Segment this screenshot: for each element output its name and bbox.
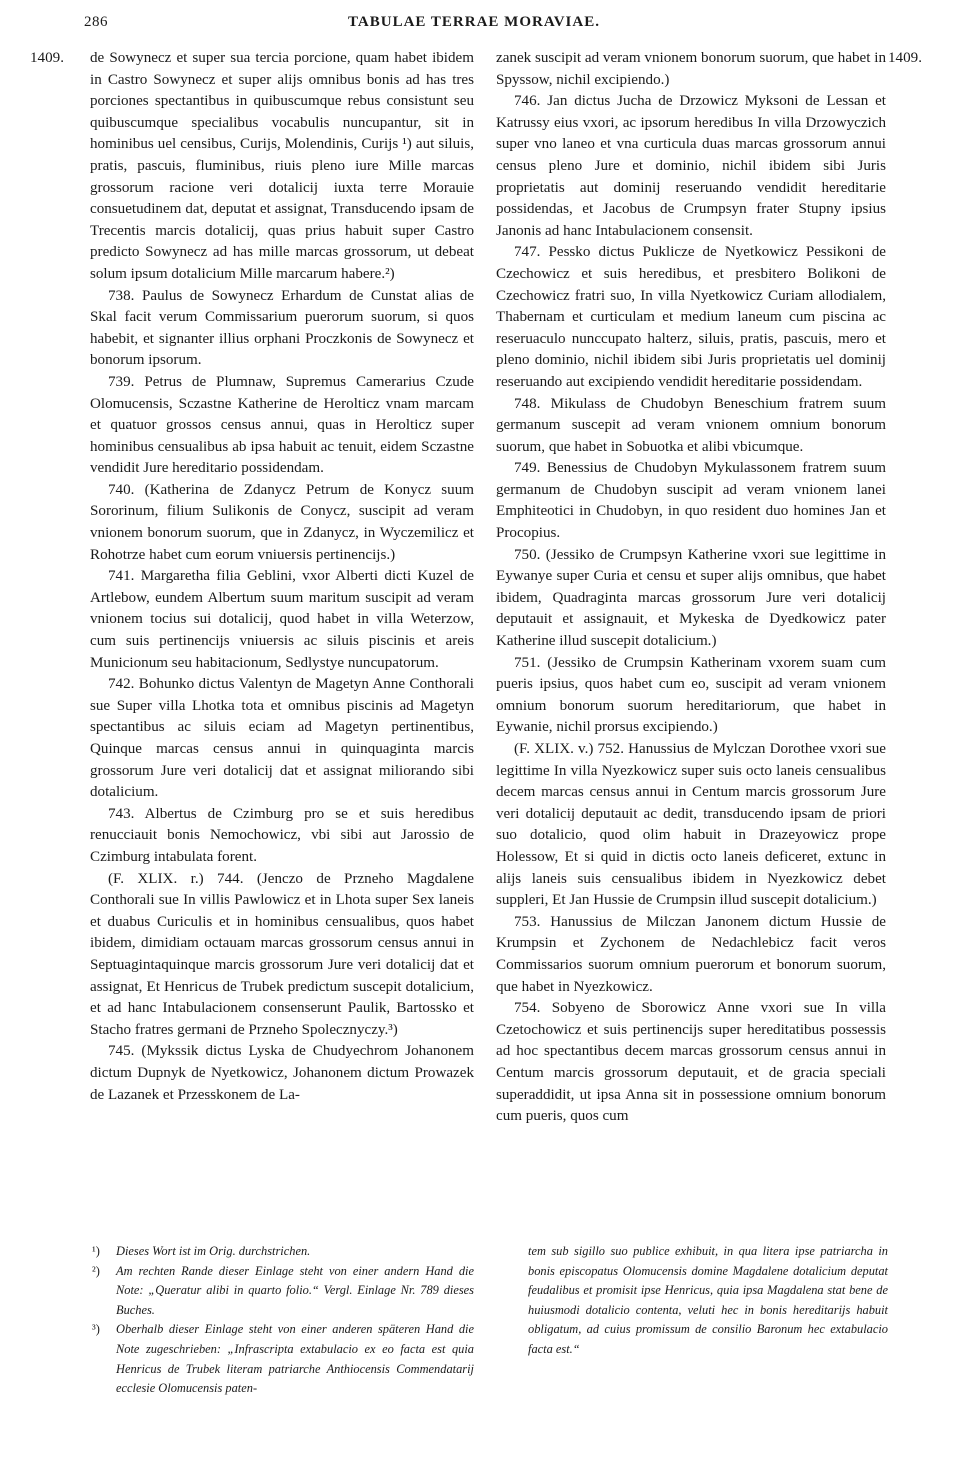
- entry-number: 751.: [514, 654, 541, 671]
- entry-number: 739.: [108, 373, 135, 390]
- entry-number: 749.: [514, 460, 541, 477]
- footnote-text: Am rechten Rande dieser Einlage steht von einer andern Hand die Note: „Queratur alibi in quarto folio.“ Vergl. Einlage Nr. 789 dieses Buches.: [116, 1263, 474, 1317]
- entry-paragraph: [90, 480, 474, 566]
- left-text-column: [90, 48, 474, 1106]
- entry-text: Margaretha filia Geblini, vxor Alberti dicti Kuzel de Artlebow, eundem Albertum suum maritum suscipit ad veram vnionem tocius sui dotalicij, quod habet in villa Weterzow, cum suis pertinencijs vniuersis ac siluis piscinis et areis Municionum seu habitacionum, Sedlystye nuncupatorum.: [90, 568, 474, 671]
- entry-text: Jan dictus Jucha de Drzowicz Myksoni de Lessan et Katrussy eius vxori, ac ipsorum heredibus In villa Drzowyczich super vno laneo et vna curticula duas marcas grossorum annui census pleno Jure et dominio, nichil ibidem sibi Juris proprietatis aut dominij reseruando vendidit hereditarie possidendas, et Jacobus de Crumpsyn frater Stupny ipsius Janonis ad hanc Intabulacionem consensit.: [496, 93, 886, 239]
- entry-text: Mikulass de Chudobyn Beneschium fratrem suum germanum suscepit ad veram vnionem omnium bonorum suorum, que habet in Sobuotka et alibi vbicumque.: [496, 395, 886, 455]
- entry-text: (Jenczo de Przneho Magdalene Conthorali sue In villis Pawlowicz et in Lhota super Sex laneis et duabus Curiculis et in hominibus censualibus, quos habet ibidem, dimidiam octauam marcas grossorum census annui in Septuagintaquinque marcis grossorum Jure veri dotalicij dat et assignat, Et Henricus de Trubek predictum suscepit dotalicium, et ad hanc Intabulacionem consenserunt Paulik, Bartossko et Stacho fratres germani de Przneho Spolecznyczy.³): [90, 870, 474, 1038]
- footnotes-right: [528, 1242, 888, 1360]
- entry-paragraph: [496, 998, 886, 1128]
- entry-paragraph: [496, 242, 886, 393]
- entry-text: zanek suscipit ad veram vnionem bonorum suorum, que habet in Spyssow, nichil excipiendo.): [496, 50, 886, 88]
- entry-number: 738.: [108, 287, 135, 304]
- footnote-mark: ³): [92, 1322, 100, 1337]
- entry-paragraph: [496, 394, 886, 459]
- footnote: [90, 1242, 474, 1262]
- entry-text: Hanussius de Mylczan Dorothee vxori sue legittime In villa Nyezkowicz super suis octo laneis censualibus decem marcas census annui in Centum marcis grossorum Jure veri dotalicij deputauit ac dedit, transducendo ipsam de priori suo dotalicio, quod olim habuit in Drazeyowicz prope Holessow, Et si quid in dictis octo laneis deficeret, extunc in alijs laneis suis censualibus ibidem in Nyezkowicz debet suppleri, Et Jan Hussie de Crumpsin illud suscepit dotalicium.): [496, 741, 886, 909]
- entry-paragraph: [496, 91, 886, 242]
- entry-paragraph: [496, 653, 886, 739]
- entry-number: 745.: [108, 1043, 135, 1060]
- margin-year-left: 1409.: [30, 50, 64, 66]
- entry-number: 746.: [514, 93, 541, 110]
- footnote-mark: ²): [92, 1263, 100, 1278]
- entry-number: 741.: [108, 568, 135, 585]
- entry-number: (F. XLIX. v.) 752.: [514, 741, 624, 757]
- footnotes-left: [90, 1242, 474, 1399]
- right-text-column: [496, 48, 886, 1128]
- entry-paragraph: [90, 674, 474, 804]
- entry-paragraph: [90, 804, 474, 869]
- entry-paragraph: [496, 545, 886, 653]
- entry-paragraph: [496, 739, 886, 912]
- entry-number: 754.: [514, 1000, 541, 1017]
- continued-paragraph: [90, 48, 474, 286]
- footnote-mark: ¹): [92, 1244, 100, 1258]
- entry-text: Petrus de Plumnaw, Supremus Camerarius Czude Olomucensis, Sczastne Katherine de Herolticz vnam marcam et quatuor grossos census annui, quas in Herolticz super hominibus censualibus ab ipsa habuit ac tenuit, eidem Sczastne vendidit Jure hereditario possidendam.: [90, 373, 475, 477]
- entry-paragraph: [90, 869, 474, 1042]
- footnote-continuation: tem sub sigillo suo publice exhibuit, in qua litera ipse patriarcha in bonis episcopatus Olomucensis domine Magdalene dotalicium deputat feudalibus et promisit ipse Henricus, quia ipsa Magdalena stat bene de huiusmodi dotalicio contenta, veluti hec in bonis hereditarijs habuit obligatum, ad cuius promissum de consilio Baronum hec extabulacio facta est.“: [528, 1244, 888, 1356]
- entry-paragraph: [90, 372, 474, 480]
- entry-text: Paulus de Sowynecz Erhardum de Cunstat alias de Skal facit verum Commissarium puerorum suorum, si quos habebit, et signanter illius orphani Proczkonis de Sowynecz et bonorum ipsorum.: [90, 287, 475, 369]
- entry-number: 742.: [108, 676, 135, 693]
- continued-paragraph: [496, 48, 886, 91]
- entry-text: (Mykssik dictus Lyska de Chudyechrom Johanonem dictum Dupnyk de Nyetkowicz, Johanonem dictum Prowazek de Lazanek et Przesskonem de La-: [90, 1043, 475, 1103]
- entry-number: 747.: [514, 244, 541, 261]
- entry-text: Benessius de Chudobyn Mykulassonem fratrem suum germanum de Chudobyn suscipit ad veram vnionem lanei Emphiteotici in Chudobyn, in quo resident duo homines Jan et Procopius.: [496, 460, 886, 542]
- entry-text: Bohunko dictus Valentyn de Magetyn Anne Conthorali sue Super villa Lhotka tota et omnibus piscinis ad Magetyn spectantibus ac siluis eciam ad Magetyn pertinentibus, Quinque marcas census annui in quinquaginta marcis grossorum Jure veri dotalicij dat et assignat miliorando sibi dotalicium.: [90, 676, 474, 801]
- footnote-text: Oberhalb dieser Einlage steht von einer anderen späteren Hand die Note zugeschrieben: „Infrascripta extabulacio ex eo facta est quia Henricus de Trubek literam patriarche Anthiocensis Commendatarij ecclesie Olomucensis paten-: [116, 1322, 474, 1396]
- entry-text: (Jessiko de Crumpsyn Katherine vxori sue legittime in Eywanye super Curia et censu et super alijs omnibus, que habet ibidem, Quadraginta marcas grossorum Jure veri dotalicij deputauit et assignauit, et Mykeska de Dyedkowicz pater Katherine illud suscepit dotalicium.): [496, 546, 886, 650]
- entry-paragraph: [496, 912, 886, 998]
- margin-year-right: 1409.: [888, 50, 922, 66]
- entry-text: (Katherina de Zdanycz Petrum de Konycz suum Sororinum, filium Sulikonis de Conycz, suscipit ad veram vnionem bonorum suorum, que in Zdanycz, in Wyczemilicz et Rohotrze habet cum eorum vniuersis pertinencijs.): [90, 481, 475, 563]
- running-title: TABULAE TERRAE MORAVIAE.: [348, 14, 600, 30]
- entry-number: 753.: [514, 913, 541, 930]
- entry-paragraph: [90, 566, 474, 674]
- entry-number: 740.: [108, 481, 135, 498]
- entry-text: de Sowynecz et super sua tercia porcione, quam habet ibidem in Castro Sowynecz et super alijs omnibus bonis ad has tres porciones spectantibus in quibuscumque rebus consistunt seu quibuscumque specialibus vocabulis nuncupantur, sit in hominibus uel censibus, Curijs, Molendinis, Curijs ¹) aut siluis, pratis, pascuis, fluminibus, riuis pleno iure Mille marcas grossorum racione veri dotalicij iuxta terre Morauie consuetudinem dat, deputat et assignat, Transducendo ipsam de Trecentis marcis dotalicij, quas prius habuit super Castro predicto Sowynecz ad has mille marcas grossorum, ut debeat solum ipsum dotalicium Mille marcarum habere.²): [90, 50, 474, 282]
- entry-number: 743.: [108, 805, 135, 822]
- entry-number: 748.: [514, 395, 541, 412]
- entry-paragraph: [90, 286, 474, 372]
- entry-text: Albertus de Czimburg pro se et suis heredibus renucciauit bonis Nemochowicz, vbi sibi aut Jarossio de Czimburg intabulata forent.: [90, 805, 474, 865]
- page-number: 286: [84, 14, 108, 30]
- footnote: [90, 1262, 474, 1321]
- entry-paragraph: [90, 1041, 474, 1106]
- entry-number: 750.: [514, 546, 541, 563]
- footnote-text: Dieses Wort ist im Orig. durchstrichen.: [116, 1244, 311, 1258]
- entry-text: Hanussius de Milczan Janonem dictum Hussie de Krumpsin et Zychonem de Nedachlebicz facit veros Commissarios suorum omnium puerorum et bonorum suorum, que habet in Nyezkowicz.: [496, 913, 886, 995]
- footnote: [90, 1320, 474, 1398]
- entry-paragraph: [496, 458, 886, 544]
- entry-text: (Jessiko de Crumpsin Katherinam vxorem suam cum pueris ipsius, quos habet cum eo, suscipit ad veram vnionem omnium bonorum suorum hereditariorum, que habet in Eywanie, nichil prorsus excipiendo.): [496, 654, 886, 736]
- entry-text: Sobyeno de Sborowicz Anne vxori sue In villa Czetochowicz et suis pertinencijs super hereditatibus possessis ad hoc spectantibus decem marcas grossorum census annui in Centum marcis grossorum deputauit, et de gracia speciali superaddidit, ut ipsa Anna sit in possessione omnium bonorum cum pueris, quos cum: [496, 1000, 886, 1125]
- page-header: [84, 14, 864, 38]
- entry-number: (F. XLIX. r.) 744.: [108, 870, 244, 887]
- entry-text: Pessko dictus Puklicze de Nyetkowicz Pessikoni de Czechowicz et suis heredibus, et presbitero Bolikoni de Czechowicz fratri suo, In villa Nyetkowicz Curiam allodialem, Thabernam et curticulam et medium laneum cum piscina ac reseruaculo nunccupato halterz, siluis, pratis, pascuis, mero et pleno dominio, nichil ibidem sibi Juris proprietatis uel dominij reseruando aut excipiendo vendidit hereditarie possidendam.: [496, 244, 886, 390]
